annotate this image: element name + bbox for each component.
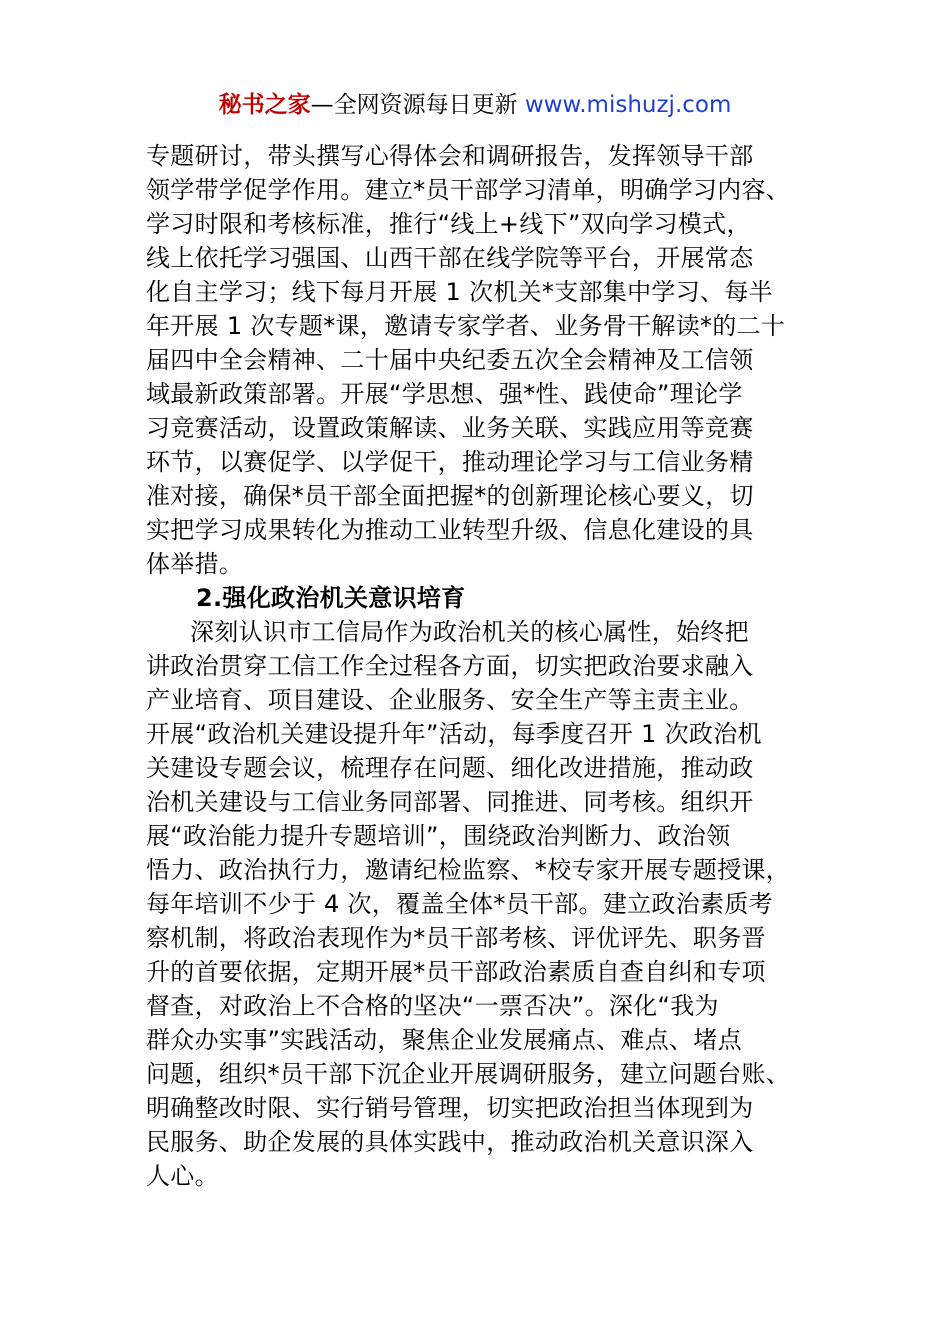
paragraph-line: 关建设专题会议，梳理存在问题、细化改进措施，推动政 (146, 754, 754, 782)
paragraph-line: 习竞赛活动，设置政策解读、业务关联、实践应用等竞赛 (146, 414, 754, 442)
document-body (146, 139, 826, 1193)
paragraph-line: 产业培育、项目建设、企业服务、安全生产等主责主业。 (146, 686, 754, 714)
paragraph-line: 展“政治能力提升专题培训”，围绕政治判断力、政治领 (146, 822, 731, 850)
section-2-heading: 2.强化政治机关意识培育 (196, 584, 466, 612)
paragraph-line: 线上依托学习强国、山西干部在线学院等平台，开展常态 (146, 244, 754, 272)
paragraph-line: 环节，以赛促学、以学促干，推动理论学习与工信业务精 (146, 448, 754, 476)
paragraph-line: 讲政治贯穿工信工作全过程各方面，切实把政治要求融入 (146, 652, 754, 680)
site-tagline: —全网资源每日更新 (310, 92, 525, 118)
paragraph-line: 届四中全会精神、二十届中央纪委五次全会精神及工信领 (146, 346, 754, 374)
section-2-paragraph (146, 615, 826, 1193)
paragraph-line: 学习时限和考核标准，推行“线上+线下”双向学习模式， (146, 210, 751, 238)
paragraph-line: 治机关建设与工信业务同部署、同推进、同考核。组织开 (146, 788, 754, 816)
paragraph-line: 开展“政治机关建设提升年”活动，每季度召开 1 次政治机 (146, 720, 762, 748)
site-header (0, 88, 950, 122)
paragraph-line: 悟力、政治执行力，邀请纪检监察、*校专家开展专题授课， (146, 856, 791, 884)
paragraph-line: 准对接，确保*员干部全面把握*的创新理论核心要义，切 (146, 482, 754, 510)
paragraph-line: 领学带学促学作用。建立*员干部学习清单，明确学习内容、 (146, 176, 791, 204)
paragraph-line: 督查，对政治上不合格的坚决“一票否决”。深化“我为 (146, 992, 719, 1020)
paragraph-line: 年开展 1 次专题*课，邀请专家学者、业务骨干解读*的二十 (146, 312, 786, 340)
site-brand: 秘书之家 (218, 92, 311, 118)
site-url-link[interactable]: www.mishuzj.com (524, 92, 732, 118)
paragraph-line: 域最新政策部署。开展“学思想、强*性、践使命”理论学 (146, 380, 743, 408)
paragraph-line: 体举措。 (146, 550, 244, 578)
paragraph-line: 问题，组织*员干部下沉企业开展调研服务，建立问题台账、 (146, 1060, 791, 1088)
paragraph-line: 实把学习成果转化为推动工业转型升级、信息化建设的具 (146, 516, 754, 544)
paragraph-line: 升的首要依据，定期开展*员干部政治素质自查自纠和专项 (146, 958, 766, 986)
paragraph-line: 化自主学习；线下每月开展 1 次机关*支部集中学习、每半 (146, 278, 773, 306)
paragraph-line: 专题研讨，带头撰写心得体会和调研报告，发挥领导干部 (146, 142, 754, 170)
paragraph-line: 民服务、助企发展的具体实践中，推动政治机关意识深入 (146, 1128, 754, 1156)
paragraph-line: 深刻认识市工信局作为政治机关的核心属性，始终把 (190, 618, 749, 646)
paragraph-line: 察机制，将政治表现作为*员干部考核、评优评先、职务晋 (146, 924, 766, 952)
section-1-paragraph (146, 139, 826, 581)
paragraph-line: 每年培训不少于 4 次，覆盖全体*员干部。建立政治素质考 (146, 890, 773, 918)
paragraph-line: 明确整改时限、实行销号管理，切实把政治担当体现到为 (146, 1094, 754, 1122)
paragraph-line: 人心。 (146, 1162, 219, 1190)
paragraph-line: 群众办实事”实践活动，聚焦企业发展痛点、难点、堵点 (146, 1026, 742, 1054)
